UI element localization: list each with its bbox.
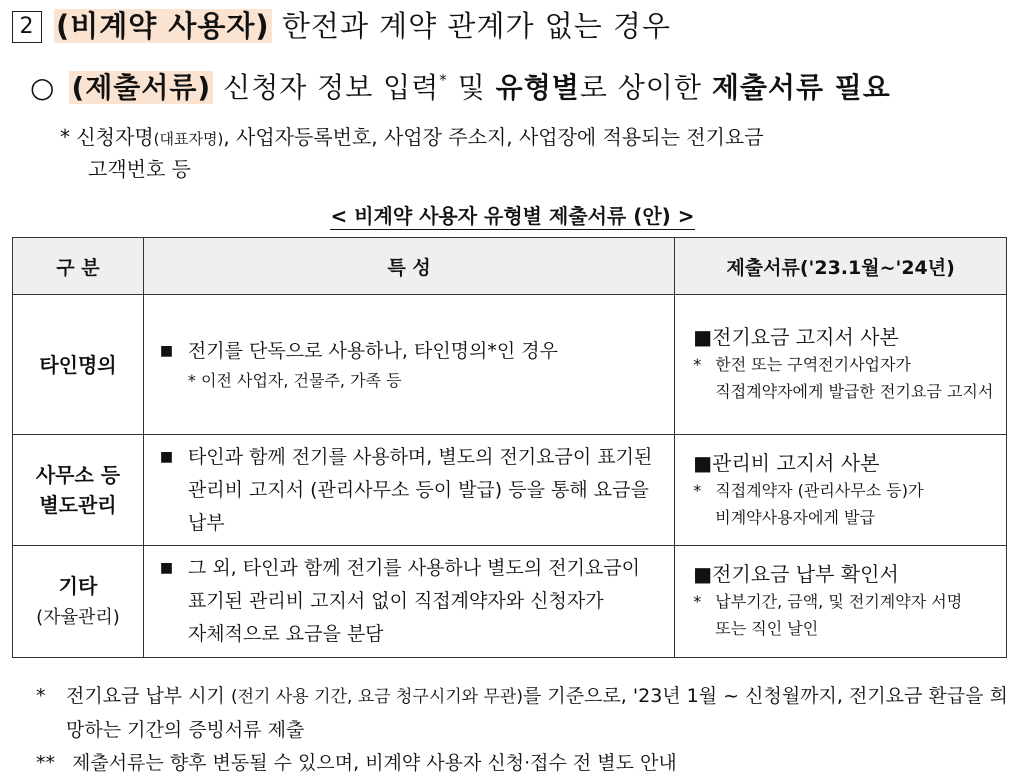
submit-mid1: 및: [457, 71, 486, 104]
table-caption-text: < 비계약 사용자 유형별 제출서류 (안) >: [330, 204, 695, 228]
submit-bold2: 제출서류 필요: [711, 71, 891, 104]
row-feature: [143, 546, 674, 658]
footnote-text-a: 제출서류는 향후 변동될 수 있으며, 비계약 사용자 신청·접수 전 별도 안내: [72, 752, 677, 774]
info-note: [60, 122, 1020, 184]
heading-text: 한전과 계약 관계가 없는 경우: [281, 9, 671, 43]
footnote-1: [36, 680, 1016, 747]
table-row: [13, 546, 1007, 658]
feature-note: * 이전 사업자, 건물주, 가족 등: [187, 371, 402, 390]
feature-text: 타인과 함께 전기를 사용하며, 별도의 전기요금이 표기된 관리비 고지서 (관리사무소 등이 발급) 등을 통해 요금을 납부: [187, 445, 653, 534]
submit-highlight: (제출서류): [71, 71, 212, 104]
header-docs: 제출서류('23.1월~'24년): [675, 238, 1007, 295]
doc-text: 관리비 고지서 사본: [712, 450, 880, 475]
submit-docs-line: [30, 66, 891, 106]
footnote-text-small: (전기 사용 기간, 요금 청구시기와 무관): [230, 687, 523, 707]
doc-text: 전기요금 고지서 사본: [712, 325, 899, 349]
footnotes: [36, 680, 1016, 780]
row-category: [13, 546, 144, 658]
row-category: [13, 295, 144, 435]
row-category: [13, 435, 144, 546]
doc-type-table: [12, 237, 1007, 658]
square-bullet-icon: ■: [693, 325, 713, 349]
square-bullet-icon: ■: [693, 562, 713, 586]
asterisk-marker: *: [693, 480, 702, 500]
square-bullet-icon: ■: [159, 448, 174, 465]
row-doc: [675, 295, 1007, 435]
asterisk-marker: *: [693, 355, 702, 374]
asterisk-marker: *: [693, 592, 702, 611]
row-doc: [675, 435, 1007, 546]
feature-text: 전기를 단독으로 사용하나, 타인명의*인 경우: [187, 340, 558, 362]
footnote-text-b: 를 기준으로, '23년 1월 ~ 신청월까지, 전기요금 환급을 희망하는 기간의 증빙서류 제출: [66, 685, 1008, 741]
submit-bold1: 유형별: [495, 71, 580, 104]
info-note-part2: , 사업자등록번호, 사업장 주소지, 사업장에 적용되는 전기요금: [223, 125, 764, 149]
footnote-marker: *: [36, 685, 46, 707]
header-category: 구 분: [13, 238, 144, 295]
row-doc: [675, 546, 1007, 658]
submit-mid2: 로 상이한: [579, 71, 702, 104]
footnote-marker: **: [36, 752, 55, 774]
category-label: 기타: [58, 573, 98, 598]
table-caption: [0, 200, 1025, 229]
footnote-text-a: 전기요금 납부 시기: [66, 685, 225, 707]
section-number-box: 2: [12, 11, 42, 43]
square-bullet-icon: ■: [159, 560, 174, 576]
circle-bullet-icon: ○: [30, 71, 56, 104]
submit-pre: 신청자 정보 입력: [223, 71, 440, 104]
square-bullet-icon: ■: [693, 450, 713, 475]
table-header-row: [13, 238, 1007, 295]
category-label: 사무소 등 별도관리: [35, 463, 121, 517]
info-note-marker: *: [60, 125, 70, 149]
heading-highlight: (비계약 사용자): [56, 9, 270, 43]
feature-text: 그 외, 타인과 함께 전기를 사용하나 별도의 전기요금이 표기된 관리비 고지서 없이 직접계약자와 신청자가 자체적으로 요금을 분담: [187, 557, 641, 645]
doc-note: 한전 또는 구역전기사업자가 직접계약자에게 발급한 전기요금 고지서: [715, 355, 994, 401]
table-row: [13, 295, 1007, 435]
row-feature: [143, 295, 674, 435]
doc-note: 직접계약자 (관리사무소 등)가 비계약사용자에게 발급: [715, 480, 924, 527]
footnote-2: [36, 747, 1016, 780]
info-note-line2: 고객번호 등: [88, 157, 191, 181]
row-feature: [143, 435, 674, 546]
section-heading: [12, 4, 671, 45]
header-feature: 특 성: [143, 238, 674, 295]
info-note-part1-small: (대표자명): [153, 130, 224, 148]
category-label: 타인명의: [39, 352, 117, 377]
category-sub: (자율관리): [36, 606, 120, 628]
doc-note: 납부기간, 금액, 및 전기계약자 서명 또는 직인 날인: [715, 592, 963, 638]
table-row: [13, 435, 1007, 546]
doc-text: 전기요금 납부 확인서: [712, 562, 899, 586]
submit-sup: *: [439, 71, 448, 89]
info-note-part1: 신청자명: [76, 125, 154, 149]
square-bullet-icon: ■: [159, 343, 174, 359]
